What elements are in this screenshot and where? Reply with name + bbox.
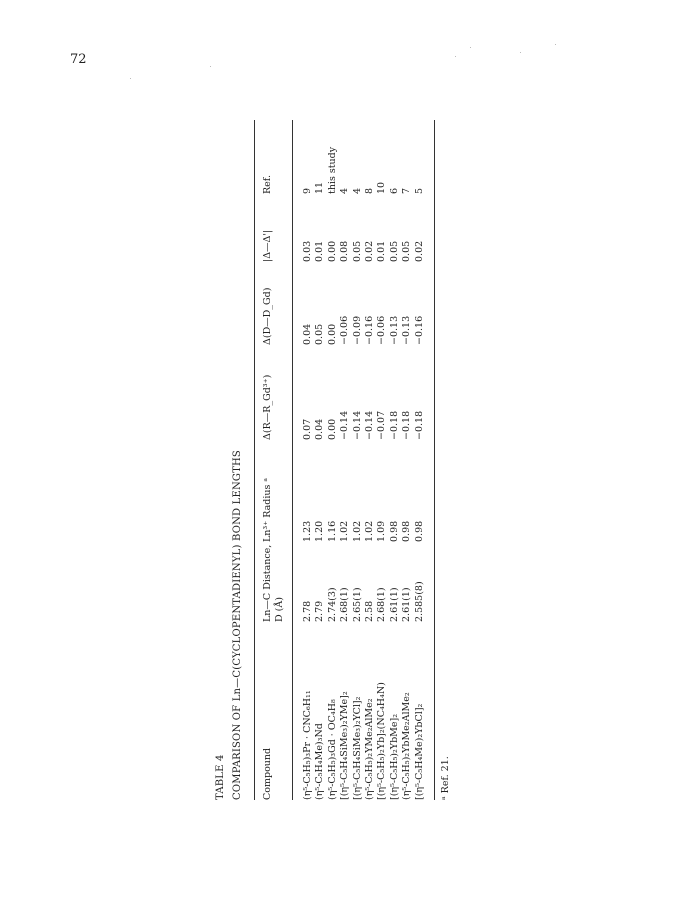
table-cell: 0.98 — [401, 520, 413, 542]
table-cell: [(η⁵-C₅H₅)₂YbMe]₂ — [388, 713, 400, 800]
table-cell: (η⁵-C₅H₄Me)₃Nd — [314, 723, 326, 800]
table-cell: 0.98 — [388, 520, 400, 542]
table-cell: 0.98 — [413, 520, 425, 542]
table-cell: 0.00 — [326, 240, 338, 262]
table-cell: 0.04 — [314, 418, 326, 440]
table-cell: 0.02 — [413, 240, 425, 262]
scan-speck — [130, 78, 131, 79]
table-cell: −0.18 — [413, 410, 425, 440]
table-cell: 7 — [401, 187, 413, 194]
table-cell: 1.02 — [351, 520, 363, 542]
table-cell: (η⁵-C₅H₅)₃Pr · CNC₆H₁₁ — [302, 690, 313, 800]
header-delta-radius: Δ(R—R_Gd³⁺) — [262, 374, 273, 440]
table-bottom-rule — [434, 120, 435, 800]
table-row — [389, 120, 401, 800]
header-ref: Ref. — [262, 175, 273, 194]
table-cell: 1.20 — [314, 520, 326, 542]
table-row — [352, 120, 364, 800]
table-cell: [(η⁵-C₅H₅)₂Yb]₂(NC₄H₄N) — [376, 682, 388, 800]
table-cell: (η⁵-C₅H₅)₂YbMe₂AlMe₂ — [401, 692, 413, 800]
header-delta-distance: Δ(D—D_Gd) — [262, 287, 273, 345]
scan-speck — [455, 56, 456, 57]
table-cell: −0.13 — [388, 315, 400, 345]
table-row — [376, 120, 388, 800]
scan-speck — [520, 52, 521, 53]
table-cell: 1.09 — [376, 520, 388, 542]
scan-speck — [210, 66, 211, 67]
table-cell: 0.05 — [351, 240, 363, 262]
table-cell: −0.18 — [388, 410, 400, 440]
table-cell: −0.06 — [376, 315, 388, 345]
table-cell: 11 — [314, 181, 326, 194]
table-cell: 2.65(1) — [351, 587, 363, 622]
table-row — [314, 120, 326, 800]
table-cell: 0.03 — [302, 240, 313, 262]
table-cell: 2.68(1) — [339, 587, 351, 622]
table-cell: 0.05 — [314, 323, 326, 345]
table-cell: 0.02 — [364, 240, 375, 262]
table-cell: −0.18 — [401, 410, 413, 440]
table-cell: 5 — [413, 187, 425, 194]
table-cell: 1.16 — [326, 520, 338, 542]
table-cell: 0.01 — [376, 240, 388, 262]
table-cell: −0.14 — [364, 410, 375, 440]
table-footnote: ᵃ Ref. 21. — [440, 756, 451, 800]
header-compound: Compound — [262, 747, 273, 800]
table-cell: 0.04 — [302, 323, 313, 345]
table-cell: 0.05 — [401, 240, 413, 262]
table-cell: 2.68(1) — [376, 587, 388, 622]
table-cell: 2.74(3) — [326, 587, 338, 622]
table-cell: this study — [326, 146, 338, 194]
table-cell: 10 — [376, 181, 388, 194]
table-row — [414, 120, 426, 800]
table-cell: 0.00 — [326, 418, 338, 440]
table-cell: 2.78 — [302, 600, 313, 622]
table-label: TABLE 4 — [215, 754, 226, 800]
scan-speck — [470, 47, 471, 48]
table-top-rule — [254, 120, 255, 800]
table-cell: −0.06 — [339, 315, 351, 345]
table-cell: −0.14 — [339, 410, 351, 440]
table-cell: 1.02 — [364, 520, 375, 542]
table-cell: 2.61(1) — [401, 587, 413, 622]
table-cell: −0.16 — [364, 315, 375, 345]
table-cell: −0.14 — [351, 410, 363, 440]
table-cell: 2.79 — [314, 600, 326, 622]
table-cell: 6 — [388, 187, 400, 194]
page-number: 72 — [70, 52, 87, 67]
table-cell: 4 — [339, 187, 351, 194]
table-row — [302, 120, 314, 800]
table-cell: 0.00 — [326, 323, 338, 345]
table-cell: 2.61(1) — [388, 587, 400, 622]
table-cell: −0.09 — [351, 315, 363, 345]
scan-speck — [555, 44, 556, 45]
table-cell: 0.07 — [302, 418, 313, 440]
table-cell: 0.01 — [314, 240, 326, 262]
table-cell: 8 — [364, 187, 375, 194]
rotated-table-block — [210, 120, 455, 800]
table-cell: −0.07 — [376, 410, 388, 440]
table-cell: 2.585(8) — [413, 581, 425, 622]
header-distance: Ln—C Distance, D (Å) — [262, 544, 285, 622]
table-cell: 0.05 — [388, 240, 400, 262]
table-cell: 2.58 — [364, 600, 375, 622]
table-row — [364, 120, 376, 800]
header-radius: Ln³⁺ Radius ᵃ — [262, 477, 273, 542]
table-title: COMPARISON OF Ln—C(CYCLOPENTADIENYL) BOND LENGTHS — [232, 450, 243, 800]
table-header-rule — [292, 120, 293, 800]
table-cell: −0.16 — [413, 315, 425, 345]
table-cell: (η⁵-C₅H₅)₂YMe₂AlMe₂ — [364, 698, 375, 800]
table-cell: 9 — [302, 187, 313, 194]
table-cell: (η⁵-C₅H₅)₃Gd · OC₄H₈ — [326, 699, 338, 800]
table-cell: [(η⁵-C₅H₄SiMe₃)₂YCl]₂ — [351, 696, 363, 800]
table-cell: 0.08 — [339, 240, 351, 262]
table-cell: −0.13 — [401, 315, 413, 345]
table-row — [401, 120, 413, 800]
table-cell: 1.02 — [339, 520, 351, 542]
header-delta-difference: |Δ—Δ'| — [262, 229, 273, 262]
table-cell: 4 — [351, 187, 363, 194]
table-cell: 1.23 — [302, 520, 313, 542]
table-cell: [(η⁵-C₅H₄Me)₂YbCl]₂ — [413, 703, 425, 800]
table-row — [339, 120, 351, 800]
table-cell: [(η⁵-C₅H₄SiMe₃)₂YMe]₂ — [339, 691, 351, 800]
table-row — [327, 120, 339, 800]
